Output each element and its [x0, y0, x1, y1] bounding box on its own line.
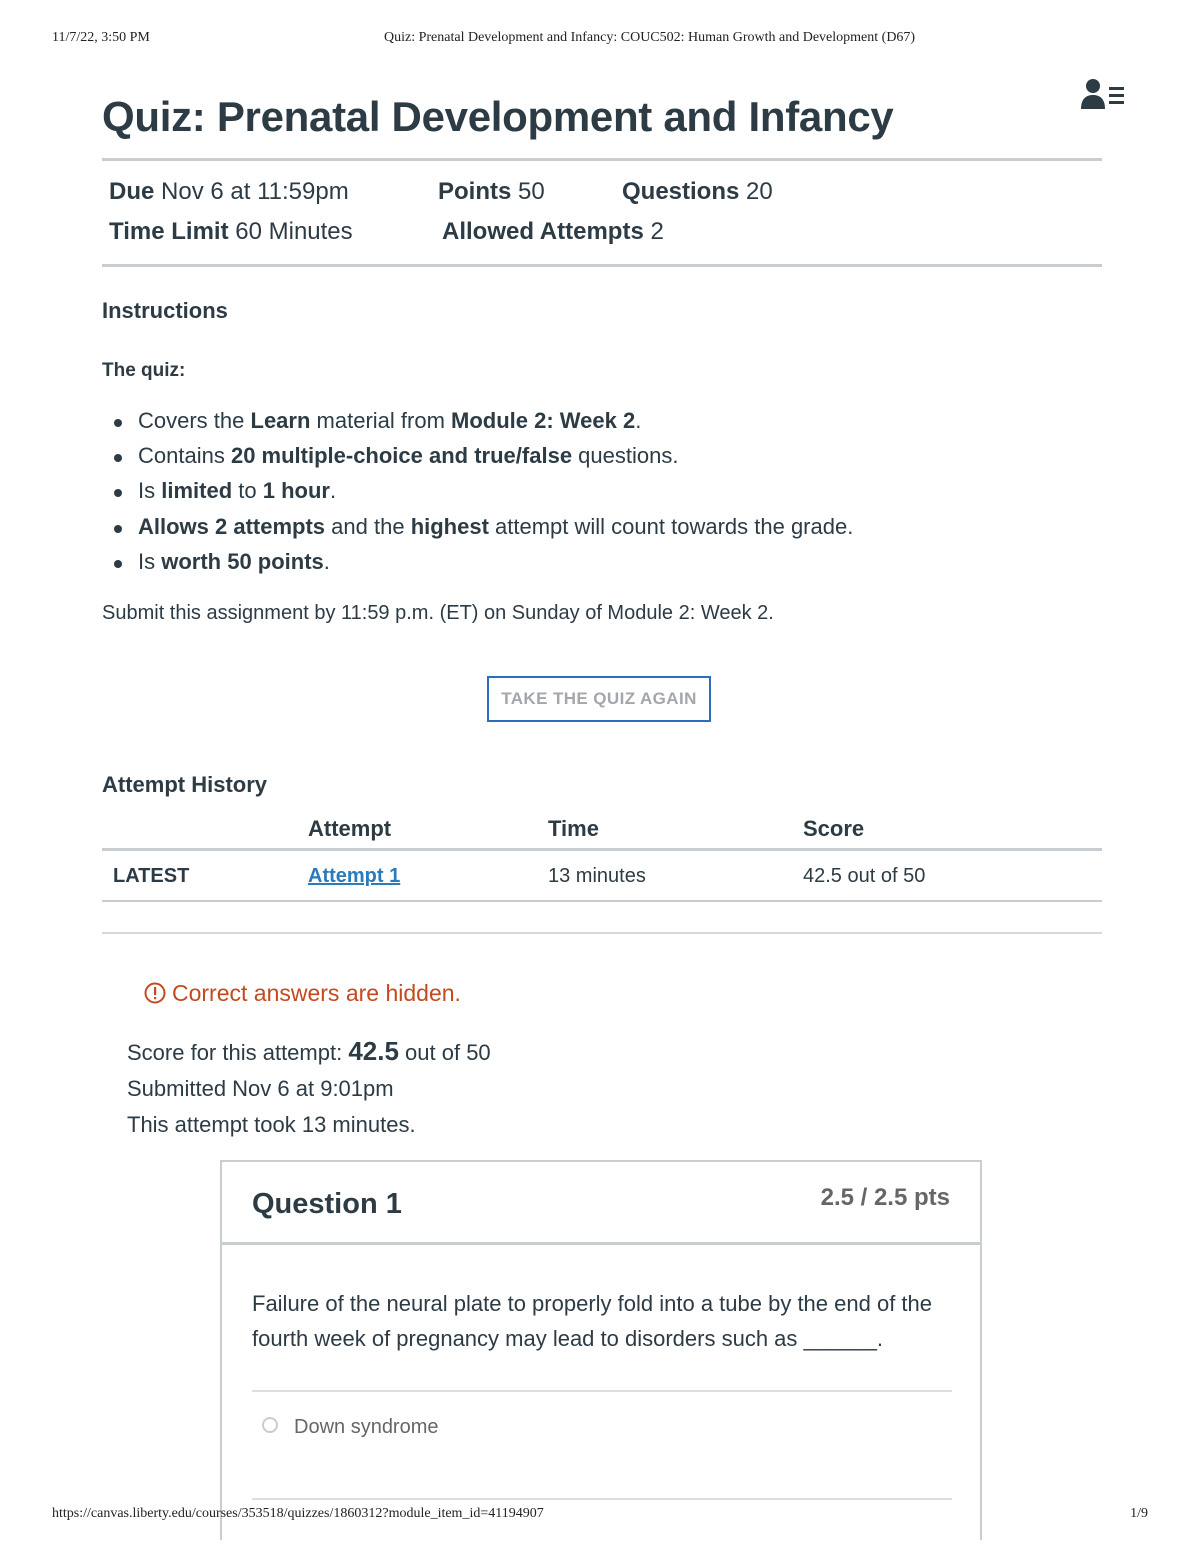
divider: [102, 932, 1102, 934]
attempt-status: LATEST: [113, 865, 190, 887]
time-limit-detail: Time Limit 60 Minutes: [109, 218, 353, 245]
submit-instructions: Submit this assignment by 11:59 p.m. (ET) on Sunday of Module 2: Week 2.: [102, 602, 774, 624]
print-url: https://canvas.liberty.edu/courses/353518/quizzes/1860312?module_item_id=41194907: [52, 1506, 544, 1521]
column-header-time: Time: [548, 816, 599, 841]
print-footer: [0, 1506, 1200, 1526]
take-quiz-again-button[interactable]: TAKE THE QUIZ AGAIN: [487, 676, 711, 722]
column-header-attempt: Attempt: [308, 816, 392, 841]
due-detail: Due Nov 6 at 11:59pm: [109, 178, 349, 205]
attempt-duration: This attempt took 13 minutes.: [127, 1112, 416, 1137]
table-row-divider: [102, 900, 1102, 902]
divider: [102, 264, 1102, 267]
question-card: [220, 1160, 982, 1540]
list-item: Covers the Learn material from Module 2: Week 2.: [138, 408, 642, 433]
instructions-heading: Instructions: [102, 298, 228, 323]
answer-divider: [252, 1390, 952, 1392]
question-points: 2.5 / 2.5 pts: [820, 1184, 950, 1211]
points-detail: Points 50: [438, 178, 545, 205]
questions-detail: Questions 20: [622, 178, 773, 205]
allowed-attempts-detail: Allowed Attempts 2: [442, 218, 664, 245]
attempt-1-link[interactable]: Attempt 1: [308, 865, 401, 887]
answer-option[interactable]: Down syndrome: [294, 1416, 439, 1439]
radio-button[interactable]: [262, 1417, 278, 1433]
attempt-time: 13 minutes: [548, 865, 646, 887]
divider: [102, 158, 1102, 161]
question-header: [222, 1162, 980, 1245]
print-date: 11/7/22, 3:50 PM: [52, 30, 150, 45]
correct-answers-hidden-note: Correct answers are hidden.: [144, 980, 461, 1007]
table-header-divider: [102, 848, 1102, 851]
column-header-score: Score: [803, 816, 865, 841]
page-title: Quiz: Prenatal Development and Infancy: [102, 93, 894, 140]
quiz-content: [102, 86, 1102, 1438]
answer-divider: [252, 1498, 952, 1500]
list-item: Is worth 50 points.: [138, 549, 330, 574]
submitted-time: Submitted Nov 6 at 9:01pm: [127, 1076, 394, 1101]
print-title: Quiz: Prenatal Development and Infancy: COUC502: Human Growth and Development (D67): [384, 30, 916, 45]
attempt-score: 42.5 out of 50: [803, 865, 926, 887]
instructions-subheading: The quiz:: [102, 360, 186, 381]
page-number: 1/9: [1130, 1506, 1148, 1521]
list-item: Is limited to 1 hour.: [138, 478, 337, 503]
question-title: Question 1: [252, 1188, 402, 1220]
list-item: Allows 2 attempts and the highest attempt will count towards the grade.: [138, 514, 854, 539]
attempt-score-summary: Score for this attempt: 42.5 out of 50: [127, 1036, 491, 1066]
print-header: [0, 30, 1200, 50]
list-item: Contains 20 multiple-choice and true/false questions.: [138, 443, 679, 468]
question-text: Failure of the neural plate to properly fold into a tube by the end of the fourth week of pregnancy may lead to disorders such as ______.: [252, 1291, 933, 1351]
warning-icon: [144, 982, 166, 1004]
attempt-history-heading: Attempt History: [102, 772, 268, 797]
